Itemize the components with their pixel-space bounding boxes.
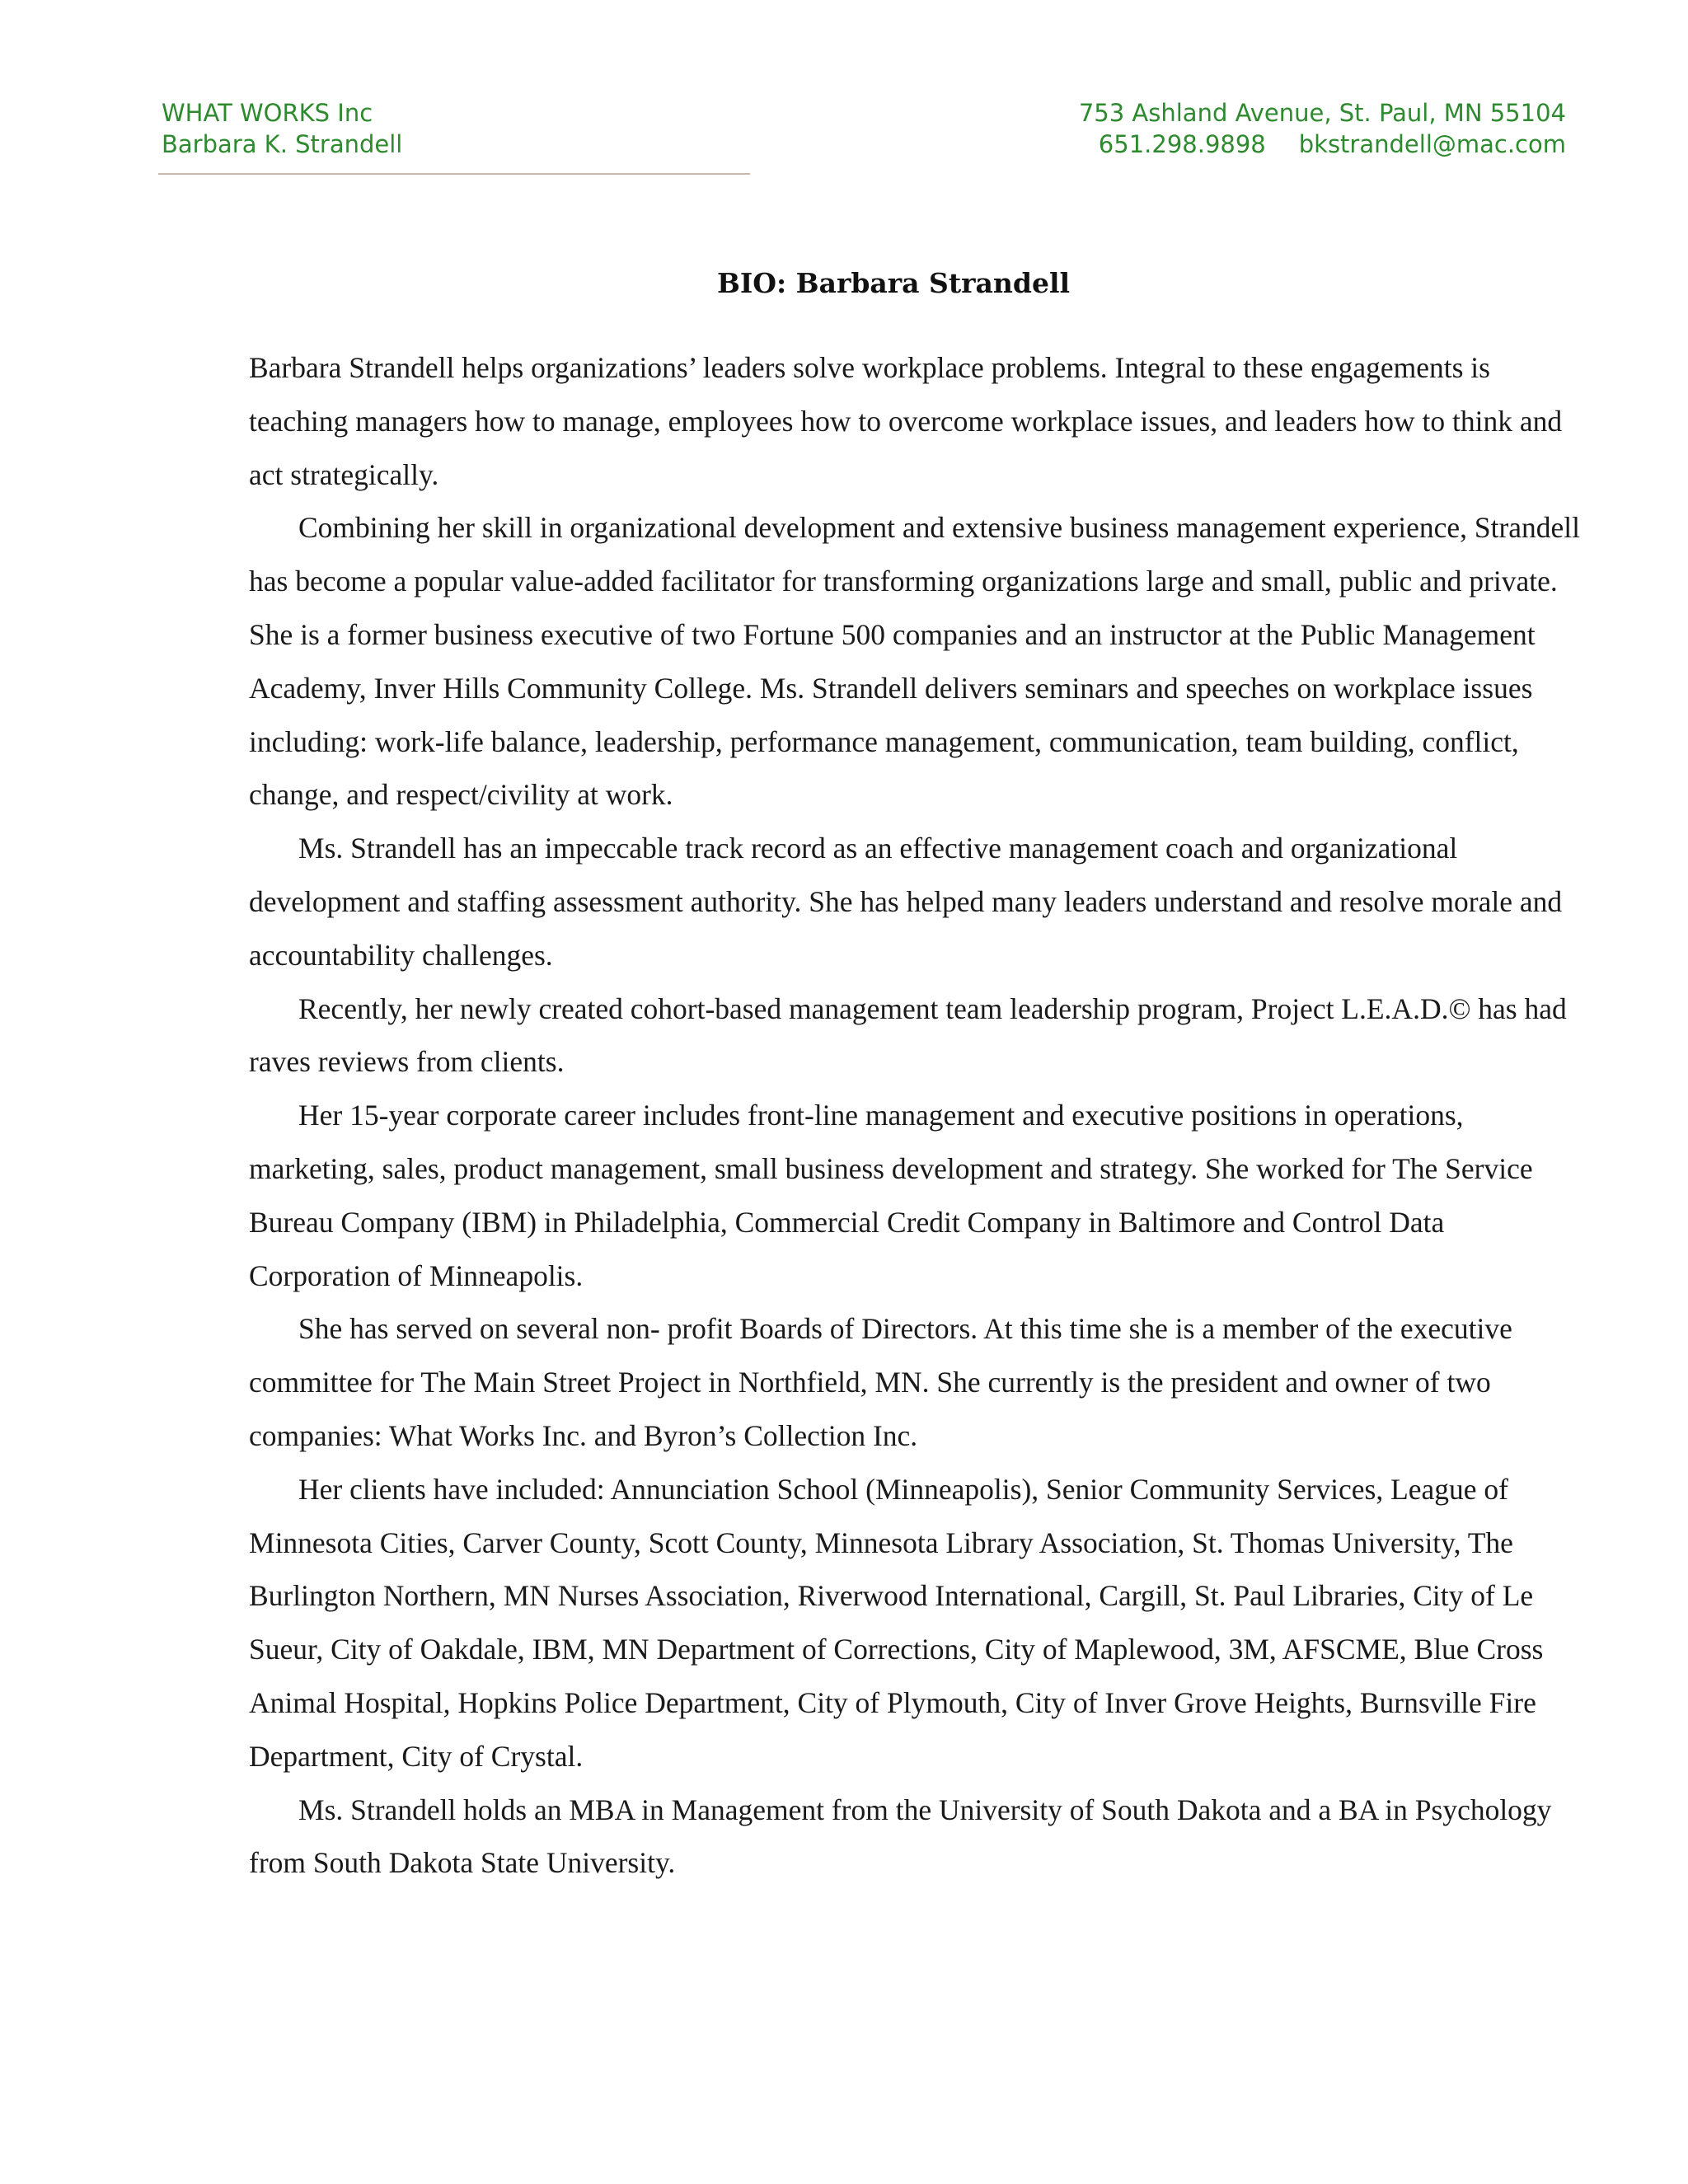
person-name: Barbara K. Strandell (162, 130, 403, 158)
letterhead-right-block (1079, 97, 1566, 160)
bio-paragraph-intro: Barbara Strandell helps organizations’ leaders solve workplace problems. Integral to these engagements is teaching managers how to manage, employees how to overcome workplace issues, and leaders how to think and act strategically. (249, 351, 1563, 491)
company-name: WHAT WORKS Inc (162, 99, 373, 127)
bio-paragraph-boards: She has served on several non- profit Boards of Directors. At this time she is a member of the executive committee for The Main Street Project in Northfield, MN. She currently is the president and owner of two companies: What Works Inc. and Byron’s Collection Inc. (249, 1312, 1512, 1452)
letterhead (0, 0, 1688, 190)
letterhead-divider (158, 173, 750, 175)
street-address: 753 Ashland Avenue, St. Paul, MN 55104 (1078, 99, 1566, 127)
bio-paragraph-track-record: Ms. Strandell has an impeccable track record as an effective management coach and organizational development and staffing assessment authority. She has helped many leaders understand and resolve morale and accountability challenges. (249, 832, 1563, 972)
document-title: BIO: Barbara Strandell (716, 267, 1071, 299)
contact-line (1079, 129, 1566, 160)
bio-paragraph-career: Her 15-year corporate career includes front-line management and executive positions in operations, marketing, sales, product management, small business development and strategy. She worked for The Service Bureau Company (IBM) in Philadelphia, Commercial Credit Company in Baltimore and Control Data Corporation of Minneapolis. (249, 1099, 1533, 1292)
letterhead-left-block (162, 97, 402, 160)
bio-paragraph-education: Ms. Strandell holds an MBA in Management from the University of South Dakota and a BA in Psychology from South Dakota State University. (249, 1793, 1552, 1880)
email-address: bkstrandell@mac.com (1298, 130, 1566, 158)
phone-number: 651.298.9898 (1098, 130, 1266, 158)
bio-paragraph-project-lead: Recently, her newly created cohort-based management team leadership program, Project L.E.A.D.© has had raves reviews from clients. (249, 991, 1567, 1079)
bio-paragraph-clients: Her clients have included: Annunciation School (Minneapolis), Senior Community Services, League of Minnesota Cities, Carver County, Scott County, Minnesota Library Association, St. Thomas University, The Burlington Northern, MN Nurses Association, Riverwood International, Cargill, St. Paul Libraries, City of Le Sueur, City of Oakdale, IBM, MN Department of Corrections, City of Maplewood, 3M, AFSCME, Blue Cross Animal Hospital, Hopkins Police Department, City of Plymouth, City of Inver Grove Heights, Burnsville Fire Department, City of Crystal. (249, 1472, 1544, 1773)
bio-paragraph-experience: Combining her skill in organizational development and extensive business management experience, Strandell has become a popular value-added facilitator for transforming organizations large and small, public and private. She is a former business executive of two Fortune 500 companies and an instructor at the Public Management Academy, Inver Hills Community College. Ms. Strandell delivers seminars and speeches on workplace issues including: work-life balance, leadership, performance management, communication, team building, conflict, change, and respect/civility at work. (249, 511, 1581, 812)
bio-body (249, 341, 1584, 1890)
